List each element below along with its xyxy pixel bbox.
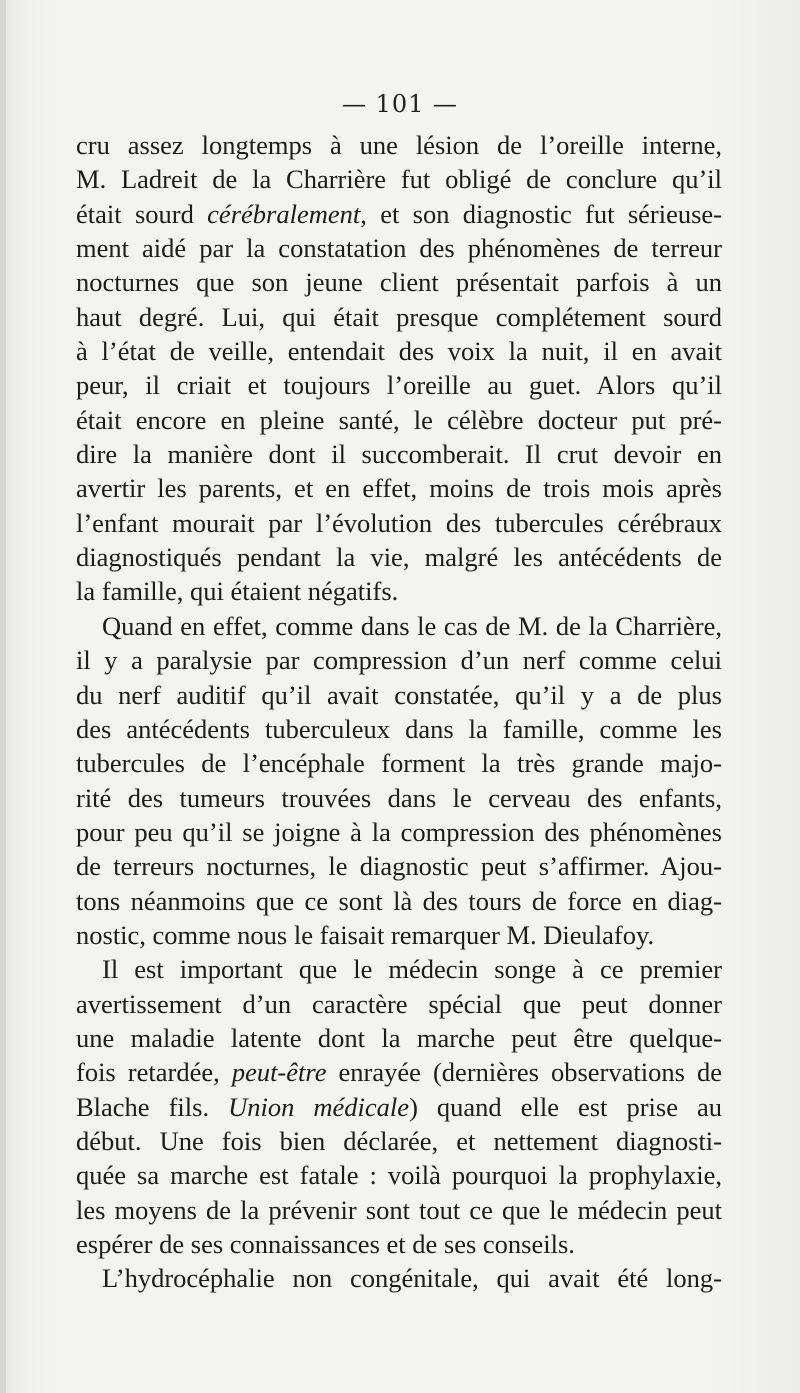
- page-number: — 101 —: [341, 90, 459, 118]
- text-line: nocturnes que son jeune client présentait parfois à un: [76, 267, 722, 298]
- text-line: Blache fils. Union médicale) quand elle est prise au: [76, 1091, 723, 1122]
- text-line: des antécédents tuberculeux dans la famille, comme les: [76, 713, 722, 744]
- text-line: cru assez longtemps à une lésion de l’oreille interne,: [76, 130, 722, 160]
- text-line: il y a paralysie par compression d’un nerf comme celui: [76, 645, 722, 676]
- text-line: une maladie latente dont la marche peut être quelque-: [76, 1022, 722, 1053]
- text-line: du nerf auditif qu’il avait constatée, qu’il y a de plus: [76, 679, 722, 710]
- text-line: quée sa marche est fatale : voilà pourquoi la prophylaxie,: [76, 1160, 722, 1191]
- paragraph-end-line: nostic, comme nous le faisait remarquer M. Dieulafoy.: [76, 919, 655, 950]
- text-line: tubercules de l’encéphale forment la très grande majo-: [76, 748, 722, 779]
- page-edge-shadow: [0, 0, 6, 1393]
- text-line: tons néanmoins que ce sont là des tours de force en diag-: [76, 885, 722, 916]
- text-line: diagnostiqués pendant la vie, malgré les antécédents de: [76, 542, 722, 573]
- text-line: avertir les parents, et en effet, moins de trois mois après: [76, 473, 722, 504]
- text-line: rité des tumeurs trouvées dans le cerveau des enfants,: [76, 782, 722, 813]
- text-line: haut degré. Lui, qui était presque complétement sourd: [76, 301, 722, 332]
- paragraph-start-line: L’hydrocéphalie non congénitale, qui avait été long-: [102, 1263, 722, 1294]
- text-line: début. Une fois bien déclarée, et nettement diagnosti-: [76, 1125, 722, 1156]
- italic-text: peut-être: [231, 1057, 327, 1088]
- text-line: était encore en pleine santé, le célèbre docteur put pré-: [76, 404, 722, 435]
- text-line: avertissement d’un caractère spécial que peut donner: [76, 988, 722, 1019]
- paragraph-end-line: espérer de ses connaissances et de ses conseils.: [76, 1229, 575, 1259]
- text-line: de terreurs nocturnes, le diagnostic peut s’affirmer. Ajou-: [76, 851, 722, 882]
- italic-text: Union médicale: [228, 1091, 410, 1122]
- body-text: [76, 128, 722, 1296]
- text-line: dire la manière dont il succomberait. Il crut devoir en: [76, 439, 722, 470]
- text-line: peur, il criait et toujours l’oreille au guet. Alors qu’il: [76, 370, 722, 401]
- text-line: fois retardée, peut-être enrayée (dernières observations de: [76, 1057, 722, 1088]
- paragraph-start-line: Il est important que le médecin songe à ce premier: [102, 954, 722, 985]
- italic-text: cérébralement: [207, 198, 361, 229]
- text-line: les moyens de la prévenir sont tout ce que le médecin peut: [76, 1194, 722, 1225]
- paragraph-start-line: Quand en effet, comme dans le cas de M. de la Charrière,: [102, 610, 722, 641]
- paragraph-end-line: la famille, qui étaient négatifs.: [76, 576, 399, 607]
- text-line: pour peu qu’il se joigne à la compression des phénomènes: [76, 816, 722, 847]
- text-line: à l’état de veille, entendait des voix la nuit, il en avait: [76, 336, 722, 367]
- text-line: l’enfant mourait par l’évolution des tubercules cérébraux: [76, 507, 722, 538]
- text-line: était sourd cérébralement, et son diagnostic fut sérieuse-: [76, 198, 722, 229]
- text-line: M. Ladreit de la Charrière fut obligé de conclure qu’il: [76, 164, 722, 195]
- text-line: ment aidé par la constatation des phénomènes de terreur: [76, 233, 722, 264]
